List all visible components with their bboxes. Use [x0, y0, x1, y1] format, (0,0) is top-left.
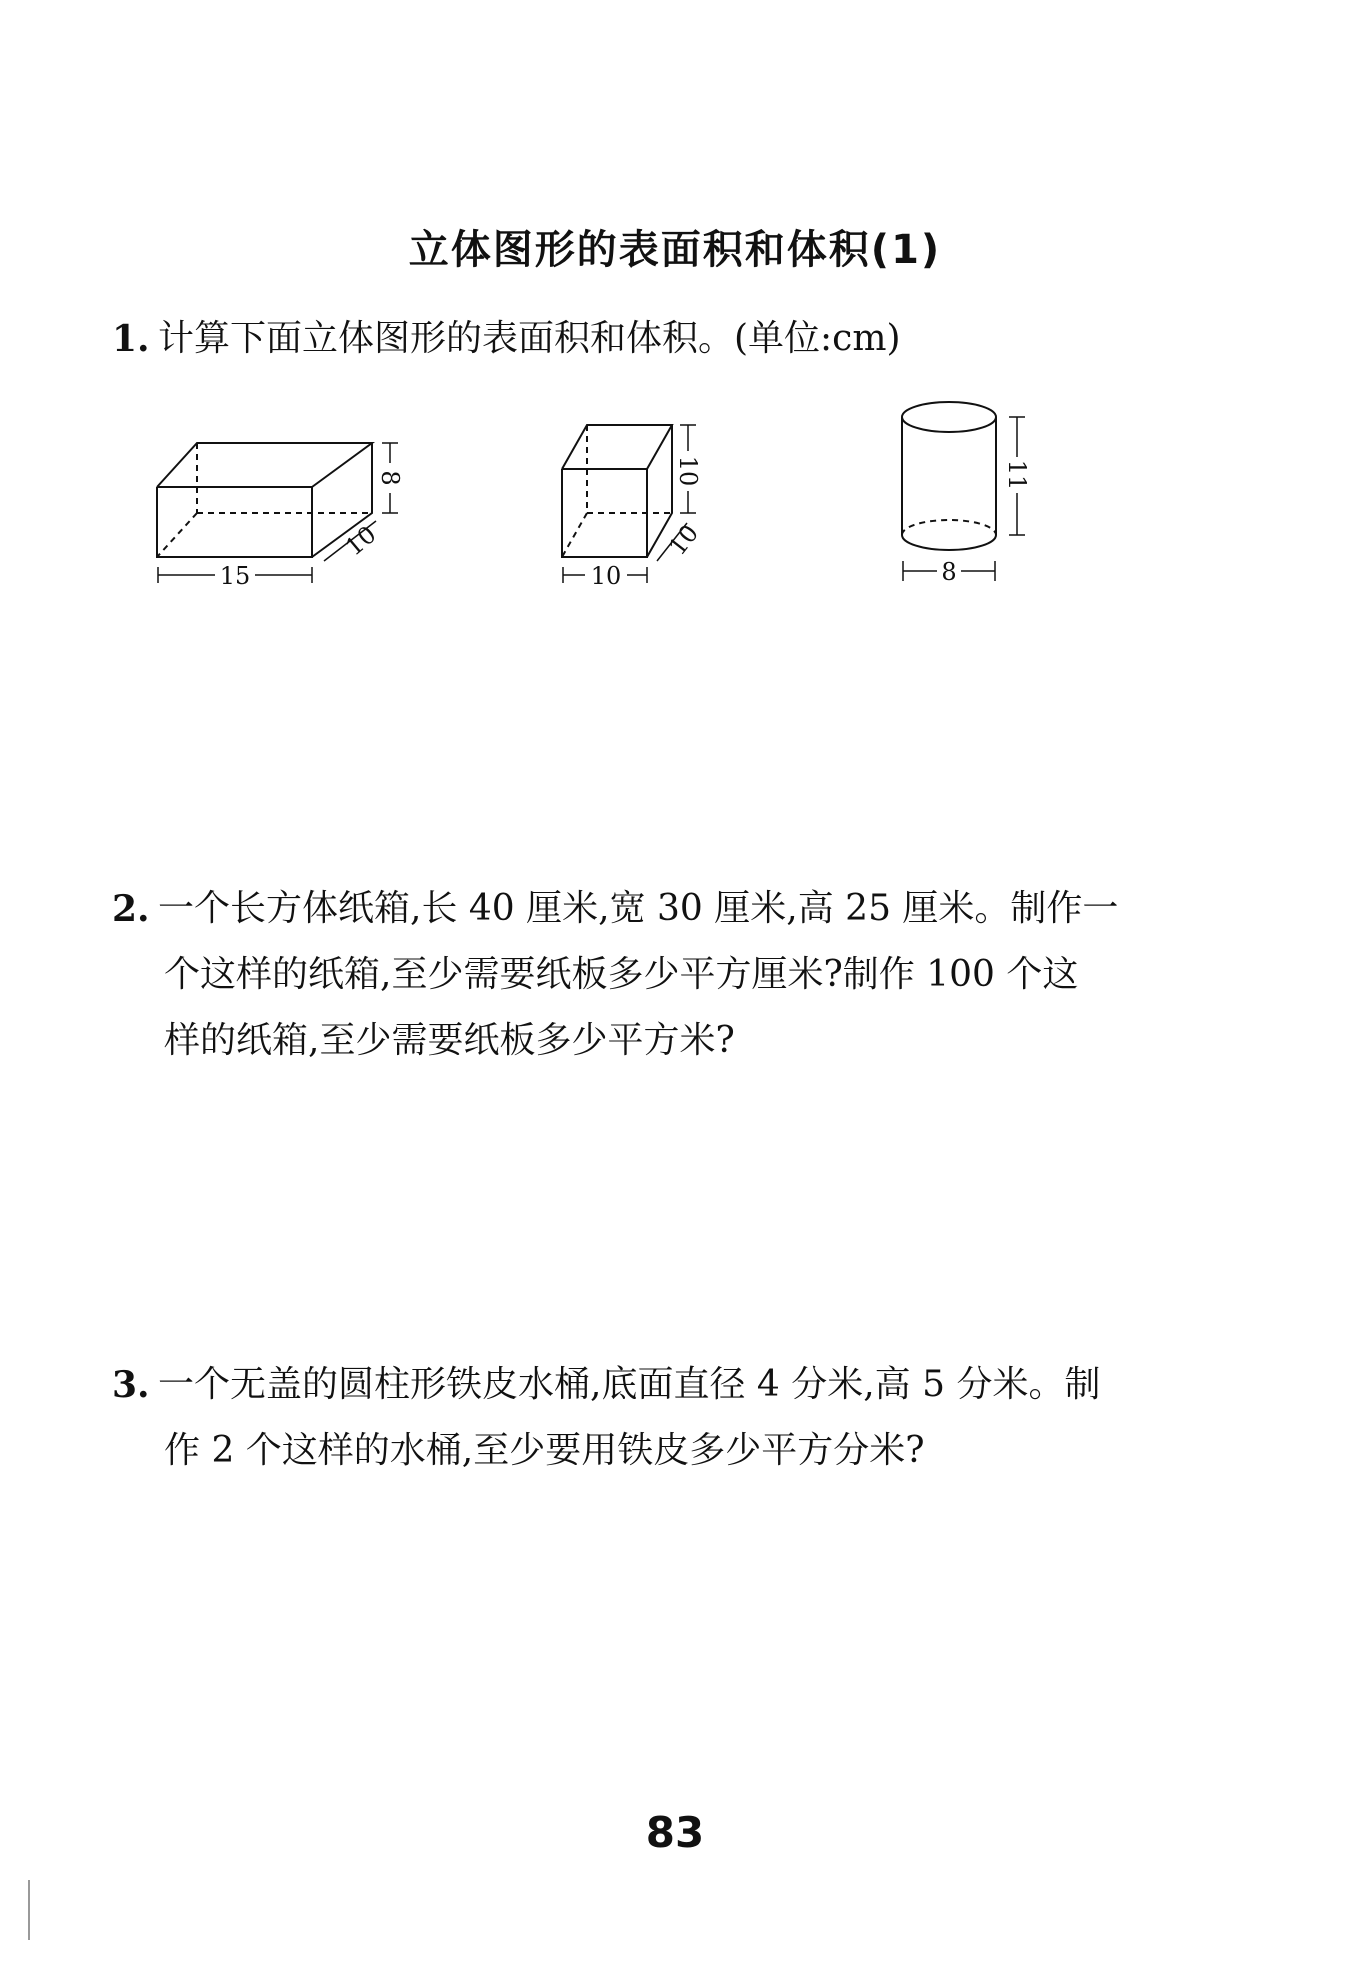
cylinder-diameter-label: 8: [941, 558, 957, 586]
question-number: 2.: [112, 888, 150, 930]
question-number: 1.: [112, 318, 150, 360]
question-text-line: 样的纸箱,至少需要纸板多少平方米?: [164, 1020, 735, 1061]
question-2: [112, 876, 1222, 1074]
cube-figure: [545, 395, 745, 595]
question-text-line: 一个无盖的圆柱形铁皮水桶,底面直径 4 分米,高 5 分米。制: [158, 1364, 1101, 1405]
cube-length-label: 10: [590, 562, 622, 590]
page-title: 立体图形的表面积和体积(1): [408, 227, 942, 273]
question-text: 计算下面立体图形的表面积和体积。(单位:cm): [158, 318, 901, 359]
cuboid-figure: [140, 395, 404, 595]
question-1: [112, 306, 1222, 372]
question-3: [112, 1352, 1222, 1484]
question-text-line: 一个长方体纸箱,长 40 厘米,宽 30 厘米,高 25 厘米。制作一: [158, 888, 1119, 929]
cuboid-height-label: 8: [376, 470, 404, 486]
page-number: 83: [645, 1808, 705, 1857]
question-text-line: 作 2 个这样的水桶,至少要用铁皮多少平方分米?: [164, 1430, 925, 1471]
cuboid-length-label: 15: [219, 562, 251, 590]
figures-row: [140, 395, 1040, 595]
cuboid-width-label: 10: [340, 520, 382, 562]
cube-height-label: 10: [674, 455, 702, 487]
cylinder-figure: [865, 395, 1065, 595]
question-number: 3.: [112, 1364, 150, 1406]
cube-width-label: 10: [663, 519, 705, 561]
question-text-line: 个这样的纸箱,至少需要纸板多少平方厘米?制作 100 个这: [164, 954, 1079, 995]
cylinder-height-label: 11: [1003, 459, 1031, 491]
scan-edge-mark: [28, 1880, 30, 1940]
